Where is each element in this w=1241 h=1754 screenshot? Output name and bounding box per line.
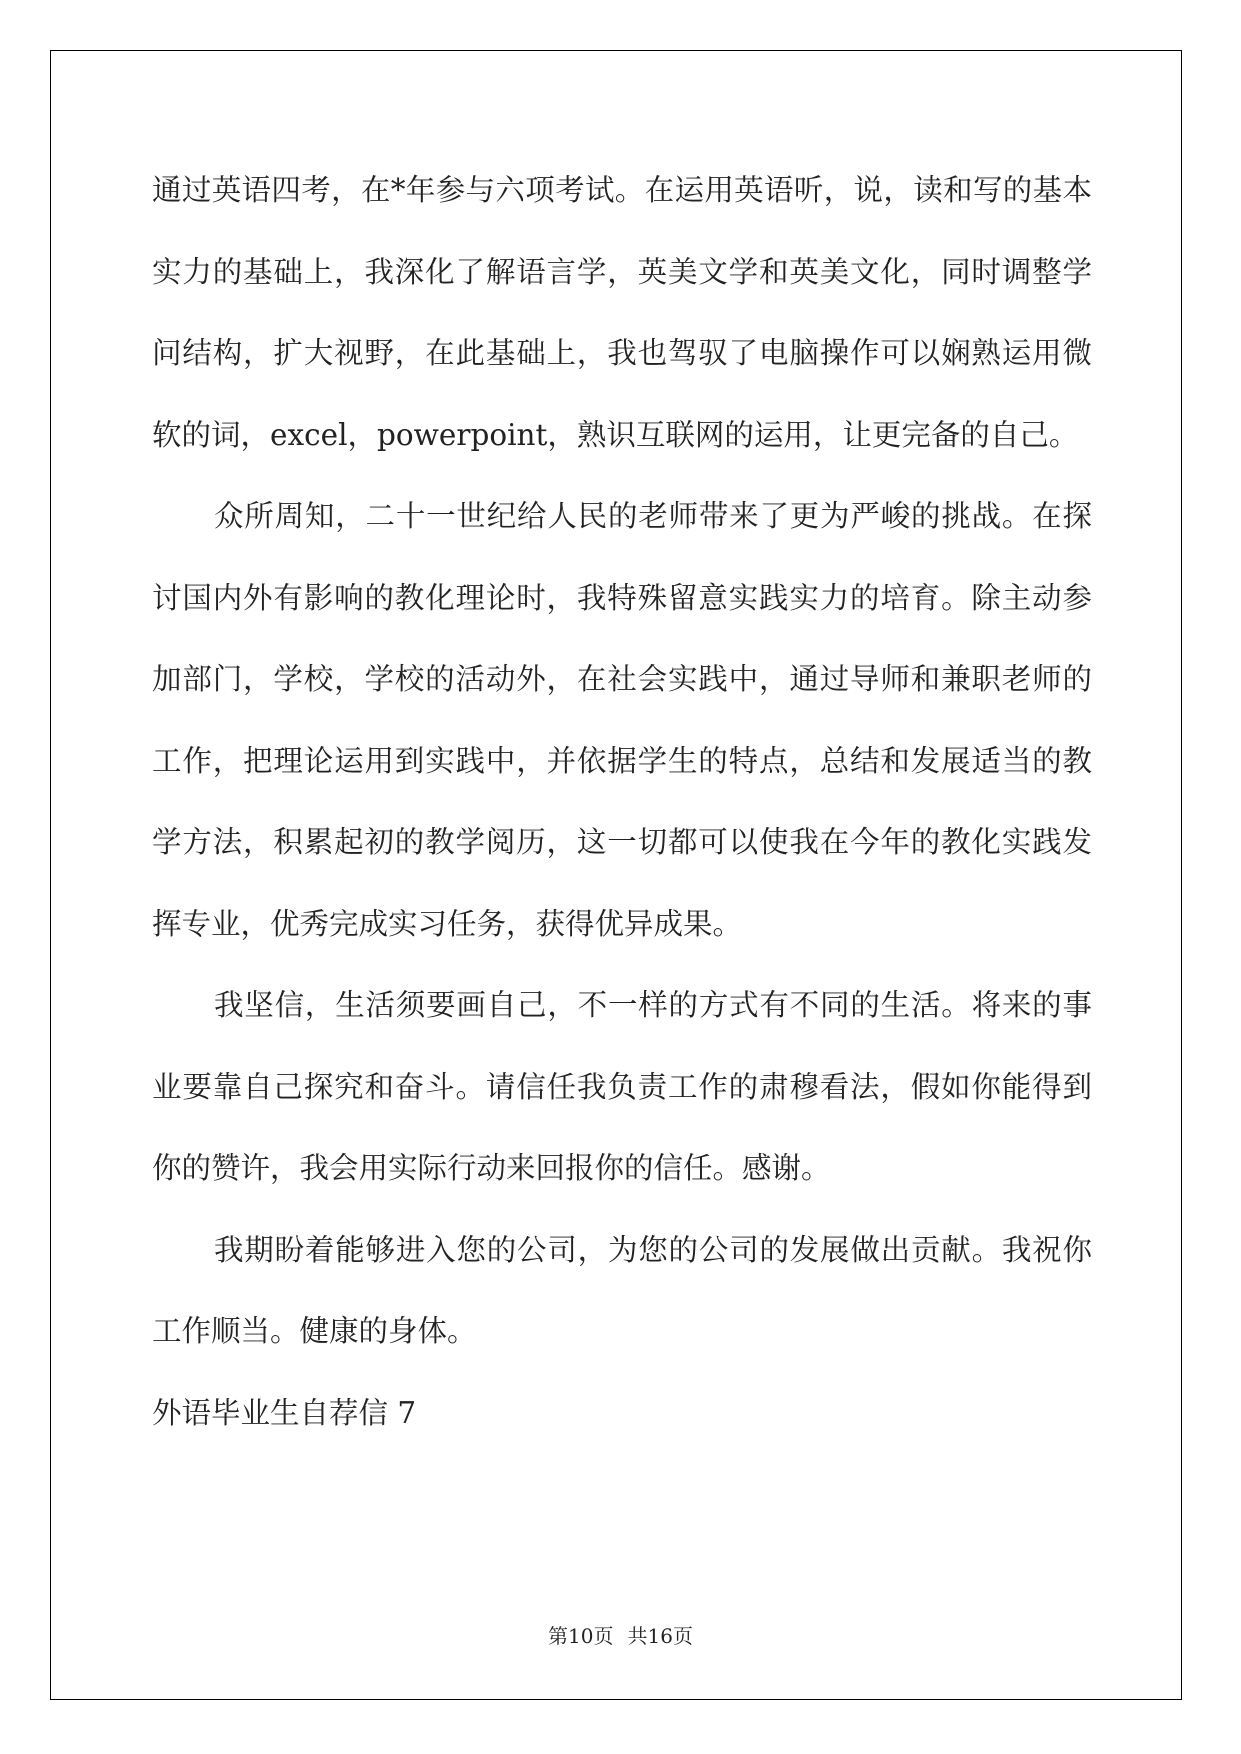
- page-footer: [0, 1620, 1241, 1649]
- page-total: 共16页: [627, 1624, 693, 1648]
- section-heading: 外语毕业生自荐信 7: [152, 1395, 417, 1430]
- paragraph-4: 我期盼着能够进入您的公司，为您的公司的发展做出贡献。我祝你工作顺当。健康的身体。: [152, 1232, 1092, 1348]
- document-body: [152, 150, 1092, 1454]
- paragraph-1: 通过英语四考，在*年参与六项考试。在运用英语听，说，读和写的基本实力的基础上，我深化了解语言学，英美文学和英美文化，同时调整学问结构，扩大视野，在此基础上，我也驾驭了电脑操作可以娴熟运用微软的词，excel，powerpoint，熟识互联网的运用，让更完备的自己。: [152, 173, 1092, 452]
- page-number: 第10页: [548, 1624, 614, 1648]
- paragraph-2: 众所周知，二十一世纪给人民的老师带来了更为严峻的挑战。在探讨国内外有影响的教化理论时，我特殊留意实践实力的培育。除主动参加部门，学校，学校的活动外，在社会实践中，通过导师和兼职老师的工作，把理论运用到实践中，并依据学生的特点，总结和发展适当的教学方法，积累起初的教学阅历，这一切都可以使我在今年的教化实践发挥专业，优秀完成实习任务，获得优异成果。: [152, 499, 1092, 941]
- paragraph-3: 我坚信，生活须要画自己，不一样的方式有不同的生活。将来的事业要靠自己探究和奋斗。请信任我负责工作的肃穆看法，假如你能得到你的赞许，我会用实际行动来回报你的信任。感谢。: [152, 988, 1092, 1185]
